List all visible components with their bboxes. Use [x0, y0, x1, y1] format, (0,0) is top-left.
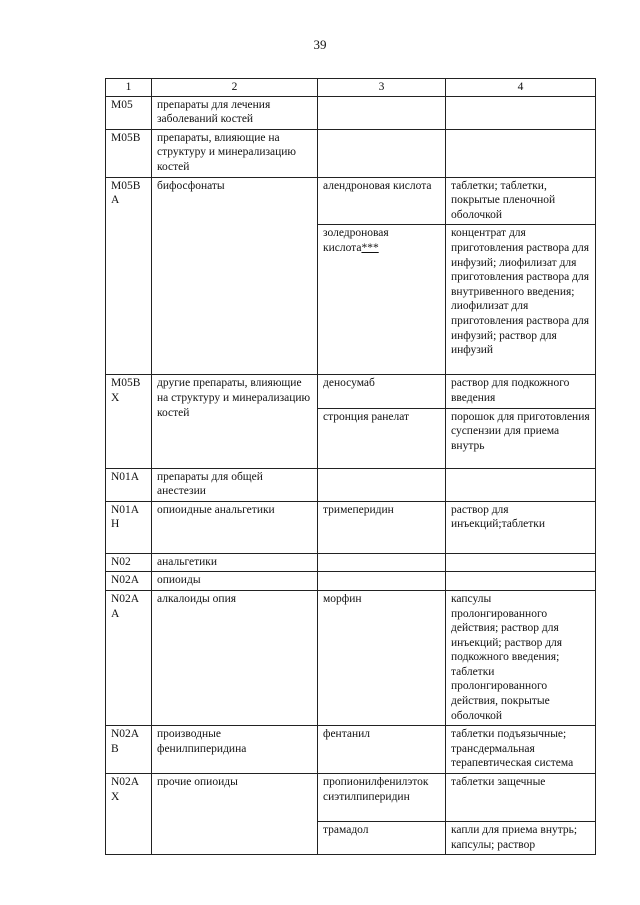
atc-code: N02AA: [106, 590, 152, 725]
table-row: [106, 590, 596, 725]
group-name: бифосфонаты: [152, 177, 318, 375]
drug-registry-table: [105, 78, 596, 855]
drug-name: алендроновая кислота: [318, 177, 446, 225]
dosage-forms: таблетки; таблетки, покрытые пленочной оболочкой: [446, 177, 596, 225]
drug-name: [318, 96, 446, 129]
table-row: [106, 96, 596, 129]
atc-code: M05BX: [106, 375, 152, 468]
column-header: 2: [152, 79, 318, 97]
drug-name: стронция ранелат: [318, 408, 446, 468]
atc-code: M05: [106, 96, 152, 129]
footnote-mark: ***: [361, 241, 379, 254]
group-name: опиоиды: [152, 572, 318, 591]
drug-name: деносумаб: [318, 375, 446, 408]
drug-name: морфин: [318, 590, 446, 725]
group-name: производные фенилпиперидина: [152, 726, 318, 774]
table-row: [106, 177, 596, 225]
group-name: алкалоиды опия: [152, 590, 318, 725]
drug-name: тримеперидин: [318, 501, 446, 553]
atc-code: N02: [106, 553, 152, 572]
column-header: 4: [446, 79, 596, 97]
group-name: анальгетики: [152, 553, 318, 572]
atc-code: N02AB: [106, 726, 152, 774]
table-row: [106, 501, 596, 553]
drug-name: [318, 553, 446, 572]
atc-code: M05B: [106, 129, 152, 177]
group-name: другие препараты, влияющие на структуру и минерализацию костей: [152, 375, 318, 468]
dosage-forms: концентрат для приготовления раствора для инфузий; лиофилизат для приготовления раствора для внутривенного введения; лиофилизат для приготовления раствора для инфузий; раствор для инфузий: [446, 225, 596, 375]
group-name: препараты, влияющие на структуру и минерализацию костей: [152, 129, 318, 177]
dosage-forms: порошок для приготовления суспензии для приема внутрь: [446, 408, 596, 468]
column-header: 1: [106, 79, 152, 97]
dosage-forms: [446, 96, 596, 129]
group-name: препараты для общей анестезии: [152, 468, 318, 501]
atc-code: N02A: [106, 572, 152, 591]
table-row: [106, 774, 596, 822]
drug-name: пропионилфенилэток сиэтилпиперидин: [318, 774, 446, 822]
atc-code: M05BA: [106, 177, 152, 375]
dosage-forms: раствор для подкожного введения: [446, 375, 596, 408]
table-row: [106, 468, 596, 501]
table-row: [106, 553, 596, 572]
atc-code: N01A: [106, 468, 152, 501]
drug-name: фентанил: [318, 726, 446, 774]
drug-name: трамадол: [318, 822, 446, 855]
dosage-forms: [446, 468, 596, 501]
table-row: [106, 375, 596, 408]
dosage-forms: таблетки подъязычные; трансдермальная терапевтическая система: [446, 726, 596, 774]
dosage-forms: [446, 553, 596, 572]
dosage-forms: [446, 572, 596, 591]
dosage-forms: таблетки защечные: [446, 774, 596, 822]
atc-code: N02AX: [106, 774, 152, 855]
table-row: [106, 726, 596, 774]
table-row: [106, 572, 596, 591]
atc-code: N01AH: [106, 501, 152, 553]
dosage-forms: капли для приема внутрь; капсулы; раствор: [446, 822, 596, 855]
group-name: опиоидные анальгетики: [152, 501, 318, 553]
drug-name: [318, 129, 446, 177]
group-name: прочие опиоиды: [152, 774, 318, 855]
column-header: 3: [318, 79, 446, 97]
table-header-row: [106, 79, 596, 97]
dosage-forms: раствор для инъекций;таблетки: [446, 501, 596, 553]
drug-name: [318, 225, 446, 375]
drug-name-text: золедроновая кислота: [323, 227, 389, 254]
dosage-forms: капсулы пролонгированного действия; раствор для инъекций; раствор для подкожного введения; таблетки пролонгированного действия, покрытые оболочкой: [446, 590, 596, 725]
drug-name: [318, 468, 446, 501]
group-name: препараты для лечения заболеваний костей: [152, 96, 318, 129]
drug-name: [318, 572, 446, 591]
dosage-forms: [446, 129, 596, 177]
table-row: [106, 129, 596, 177]
page-number: 39: [313, 37, 327, 52]
